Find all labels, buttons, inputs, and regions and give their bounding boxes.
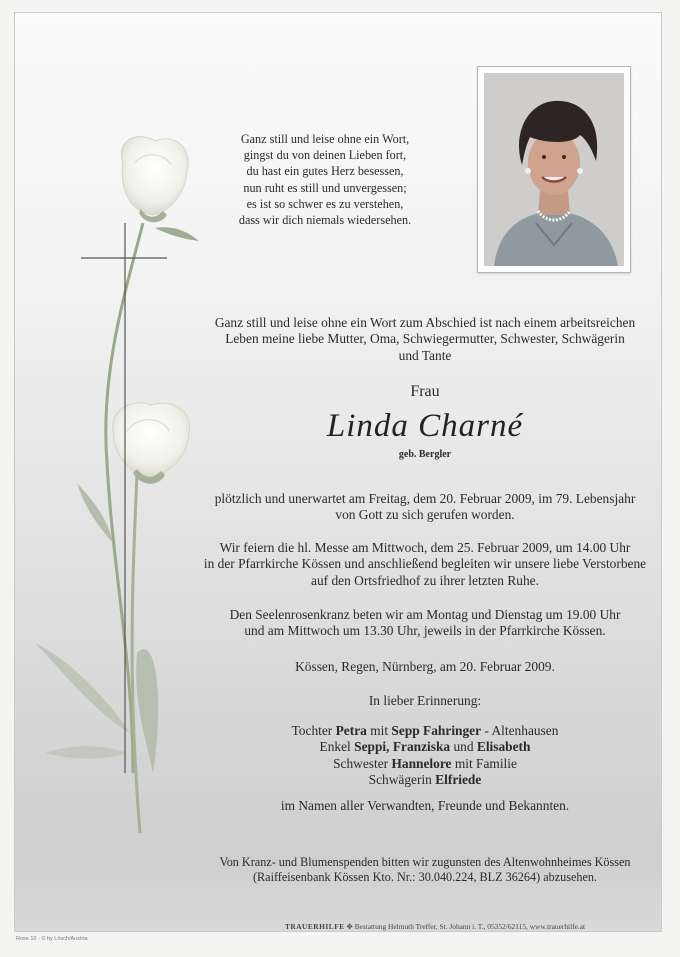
family-line-sister-in-law xyxy=(185,772,662,788)
poem-line: es ist so schwer es zu verstehen, xyxy=(246,196,404,211)
mass-line: in der Pfarrkirche Kössen und anschließend begleiten wir unsere liebe Verstorbene xyxy=(203,556,647,572)
salutation: Frau xyxy=(410,383,440,400)
family-text: - Altenhausen xyxy=(481,723,559,738)
maiden-name: geb. Bergler xyxy=(398,449,452,460)
intro-text xyxy=(185,315,662,364)
family-text: Tochter xyxy=(291,723,336,738)
deceased-name: Linda Charné xyxy=(326,408,524,444)
death-notice-line: plötzlich und unerwartet am Freitag, dem 20. Februar 2009, im 79. Lebensjahr xyxy=(214,491,636,506)
donation-note xyxy=(185,855,662,885)
copyright: Rose 10 - © by Lösch/Austria xyxy=(16,936,88,942)
footer-logo-icon: ✥ xyxy=(346,922,355,931)
relatives-line: im Namen aller Verwandten, Freunde und Bekannten. xyxy=(280,798,570,813)
family-text: Enkel xyxy=(319,739,355,755)
family-list xyxy=(185,723,662,788)
portrait-frame xyxy=(477,66,631,273)
rosary-line: Den Seelenrosenkranz beten wir am Montag und Dienstag um 19.00 Uhr xyxy=(229,607,621,622)
family-name: Seppi, Franziska xyxy=(354,739,451,755)
footer-brand: TRAUERHILFE xyxy=(284,922,345,931)
portrait-photo xyxy=(484,73,624,266)
family-text: Schwägerin xyxy=(368,771,436,787)
rosary-line: und am Mittwoch um 13.30 Uhr, jeweils in der Pfarrkirche Kössen. xyxy=(244,623,606,639)
poem-line: gingst du von deinen Lieben fort, xyxy=(243,148,407,163)
poem xyxy=(210,131,440,228)
family-text: und xyxy=(450,739,477,755)
donation-line: (Raiffeisenbank Kössen Kto. Nr.: 30.040.224, BLZ 36264) abzusehen. xyxy=(252,870,597,884)
memory-line: In lieber Erinnerung: xyxy=(368,693,482,708)
rosary-info xyxy=(185,607,662,640)
poem-line: dass wir dich niemals wiedersehen. xyxy=(238,213,412,228)
footer xyxy=(215,922,655,931)
family-name: Hannelore xyxy=(391,755,452,771)
intro-line: Leben meine liebe Mutter, Oma, Schwiegermutter, Schwester, Schwägerin xyxy=(225,331,625,347)
family-name: Elfriede xyxy=(435,771,482,787)
intro-line: und Tante xyxy=(398,347,452,363)
donation-line: Von Kranz- und Blumenspenden bitten wir zugunsten des Altenwohnheimes Kössen xyxy=(219,855,631,869)
intro-line: Ganz still und leise ohne ein Wort zum Abschied ist nach einem arbeitsreichen xyxy=(214,315,636,330)
obituary-card xyxy=(14,12,662,932)
family-name: Elisabeth xyxy=(476,739,531,755)
family-text: mit xyxy=(366,723,392,738)
top-rose xyxy=(121,137,188,223)
poem-line: nun ruht es still und unvergessen; xyxy=(243,180,407,195)
poem-line: du hast ein gutes Herz besessen, xyxy=(246,164,404,179)
place-date: Kössen, Regen, Nürnberg, am 20. Februar 2009. xyxy=(295,659,555,674)
footer-text: Bestattung Helmuth Treffer, St. Johann i. T., 05352/62115, www.trauerhilfe.at xyxy=(354,922,586,931)
death-notice xyxy=(185,491,662,524)
family-text: mit Familie xyxy=(451,755,517,771)
family-line-daughter xyxy=(185,723,662,739)
family-name: Sepp Fahringer xyxy=(391,723,482,738)
poem-line: Ganz still und leise ohne ein Wort, xyxy=(240,132,410,146)
white-rose-illustration xyxy=(15,13,215,932)
mass-line: auf den Ortsfriedhof zu ihrer letzten Ruhe. xyxy=(311,572,539,588)
family-line-grandchildren xyxy=(185,739,662,755)
mass-info xyxy=(185,540,662,589)
family-text: Schwester xyxy=(333,755,392,771)
death-notice-line: von Gott zu sich gerufen worden. xyxy=(335,507,515,523)
family-name: Petra xyxy=(335,723,367,738)
family-line-sister xyxy=(185,756,662,772)
middle-rose xyxy=(113,403,190,484)
mass-line: Wir feiern die hl. Messe am Mittwoch, dem 25. Februar 2009, um 14.00 Uhr xyxy=(219,540,631,555)
